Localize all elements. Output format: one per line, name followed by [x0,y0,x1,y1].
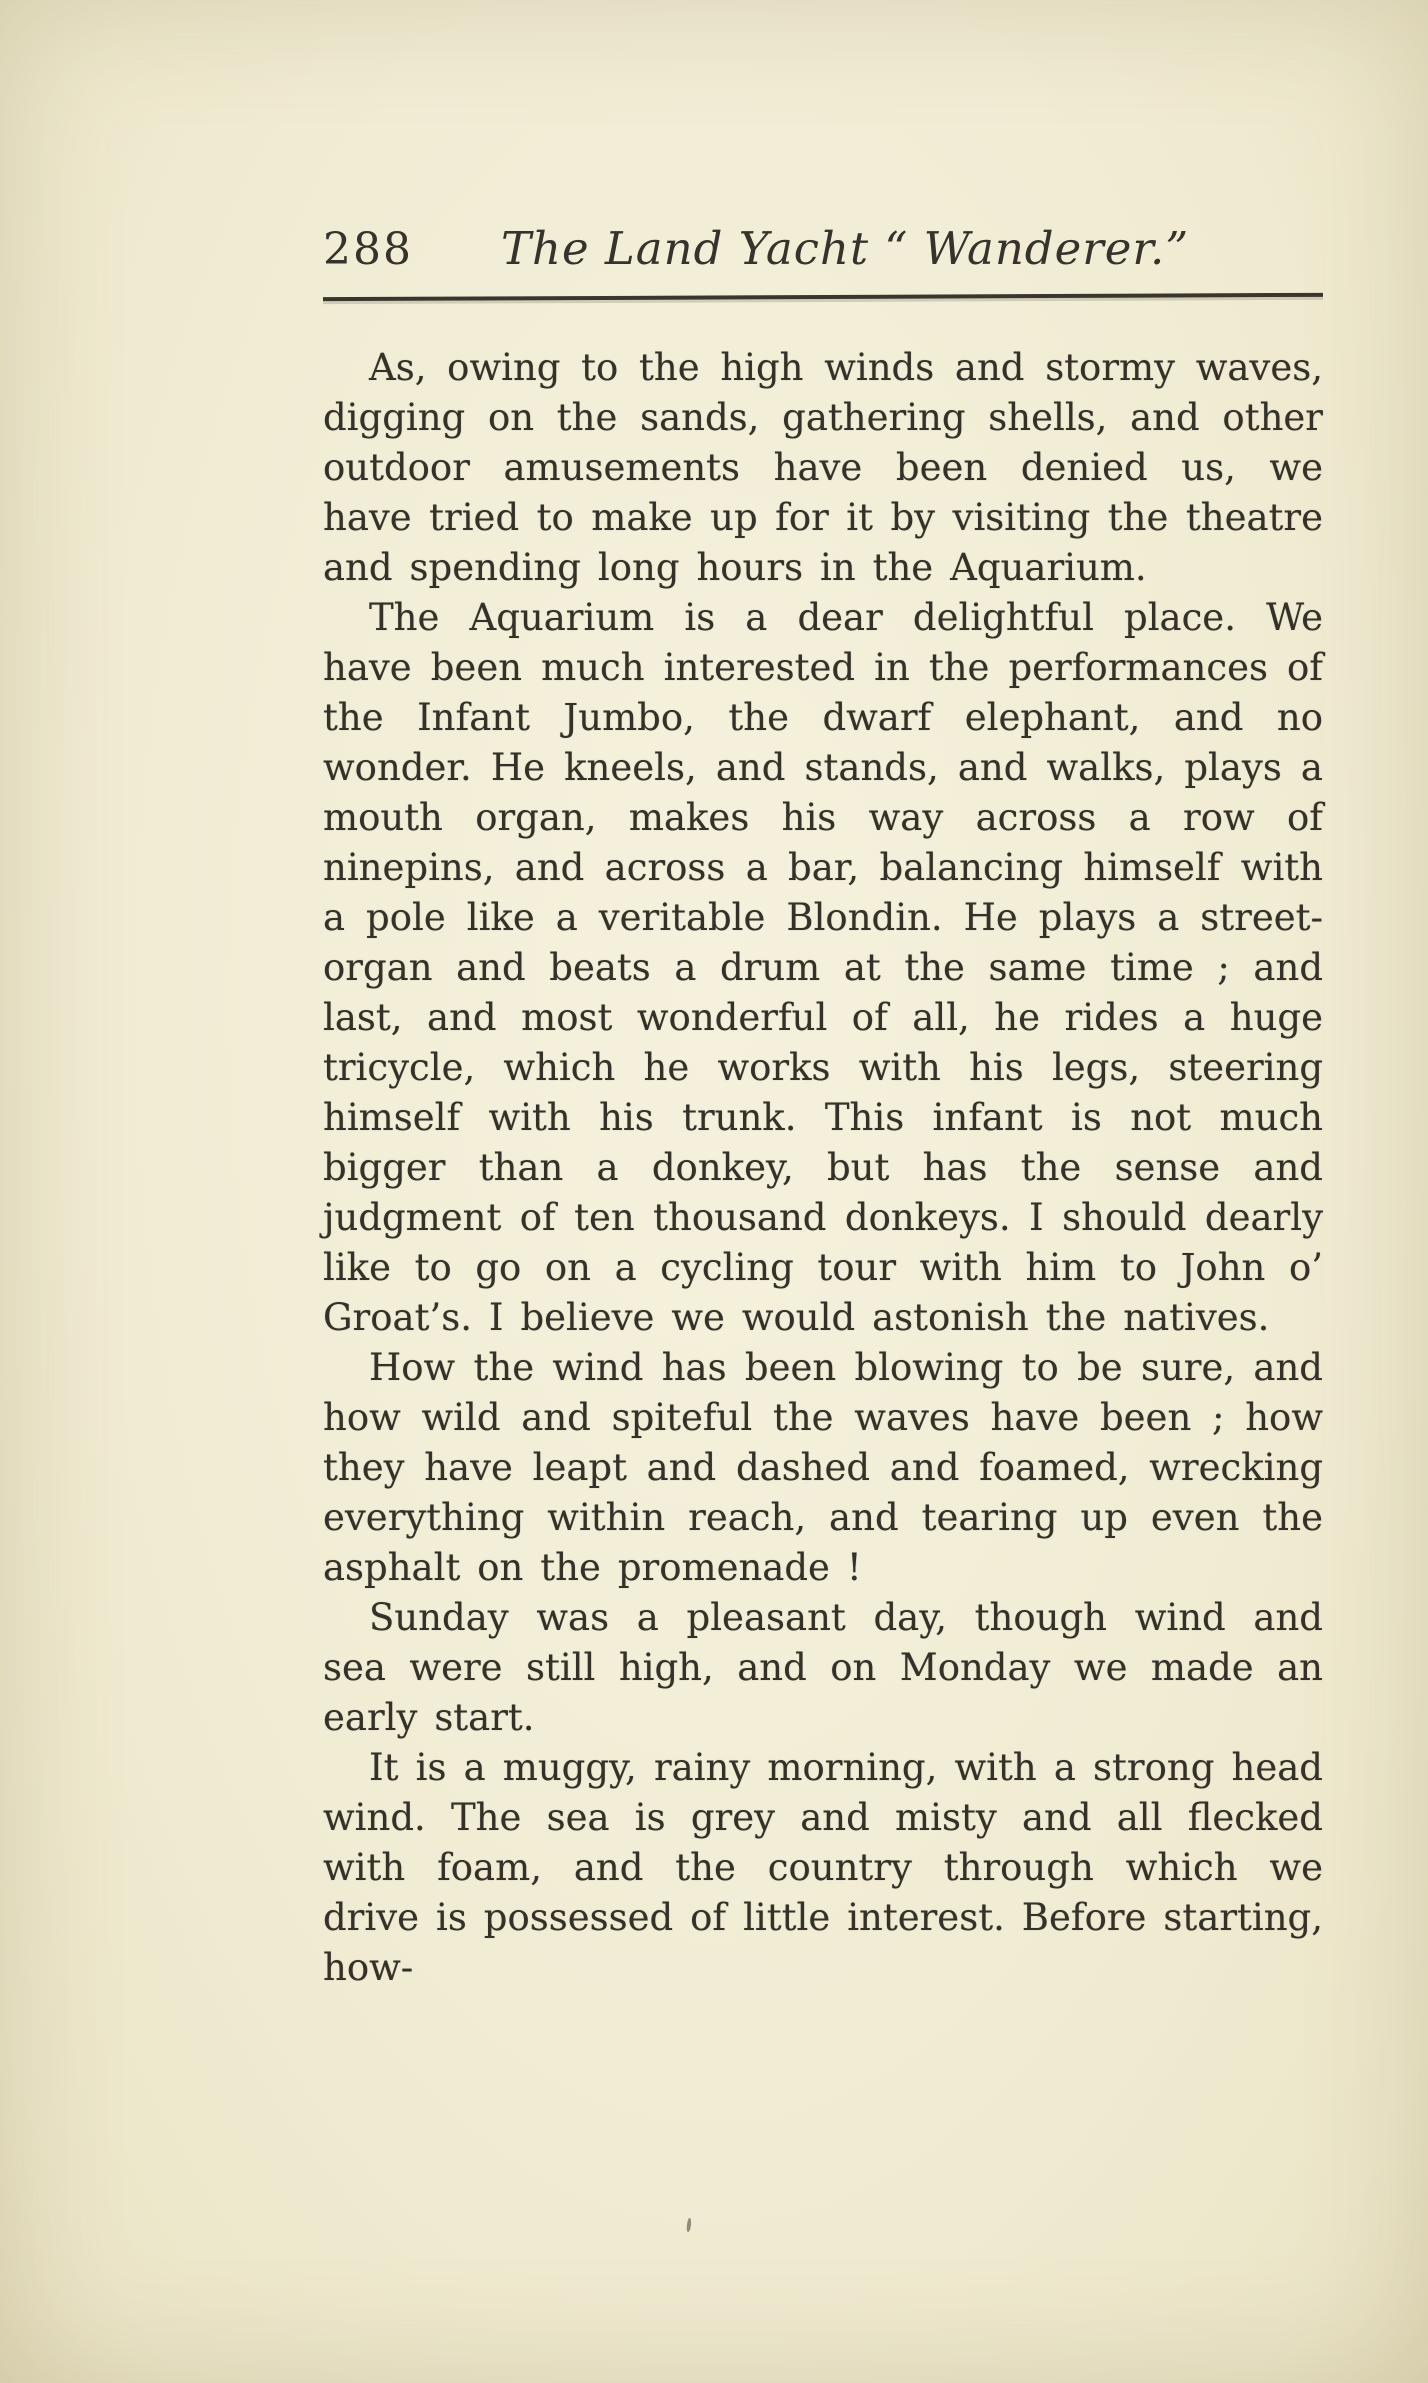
paragraph-4: Sunday was a pleasant day, though wind and sea were still high, and on Monday we made an early start. [323,1596,1323,1739]
page-header [323,222,1323,275]
paragraph-1: As, owing to the high winds and stormy waves, digging on the sands, gathering shells, and other outdoor amusements have been denied us, we have tried to make up for it by visiting the theatre and spending long hours in the Aquarium. [323,346,1323,589]
paragraph-2: The Aquarium is a dear delightful place. We have been much interested in the performances of the Infant Jumbo, the dwarf elephant, and no wonder. He kneels, and stands, and walks, plays a mouth organ, makes his way across a row of ninepins, and across a bar, balancing himself with a pole like a veritable Blondin. He plays a street-organ and beats a drum at the same time ; and last, and most wonderful of all, he rides a huge tricycle, which he works with his legs, steering himself with his trunk. This infant is not much bigger than a donkey, but has the sense and judgment of ten thousand donkeys. I should dearly like to go on a cycling tour with him to John o’ Groat’s. I believe we would astonish the natives. [323,596,1323,1339]
page-number: 288 [323,224,413,275]
running-title: The Land Yacht “ Wanderer.” [500,222,1190,275]
header-rule [323,293,1323,301]
scan-speck [686,2218,692,2232]
body-text [323,343,1323,1993]
paragraph-3: How the wind has been blowing to be sure, and how wild and spiteful the waves have been ; how they have leapt and dashed and foamed, wrecking everything within reach, and tearing up even the asphalt on the promenade ! [323,1346,1323,1589]
paragraph-5: It is a muggy, rainy morning, with a strong head wind. The sea is grey and misty and all flecked with foam, and the country through which we drive is possessed of little interest. Before starting, how- [323,1746,1323,1989]
text-block [323,222,1323,1993]
